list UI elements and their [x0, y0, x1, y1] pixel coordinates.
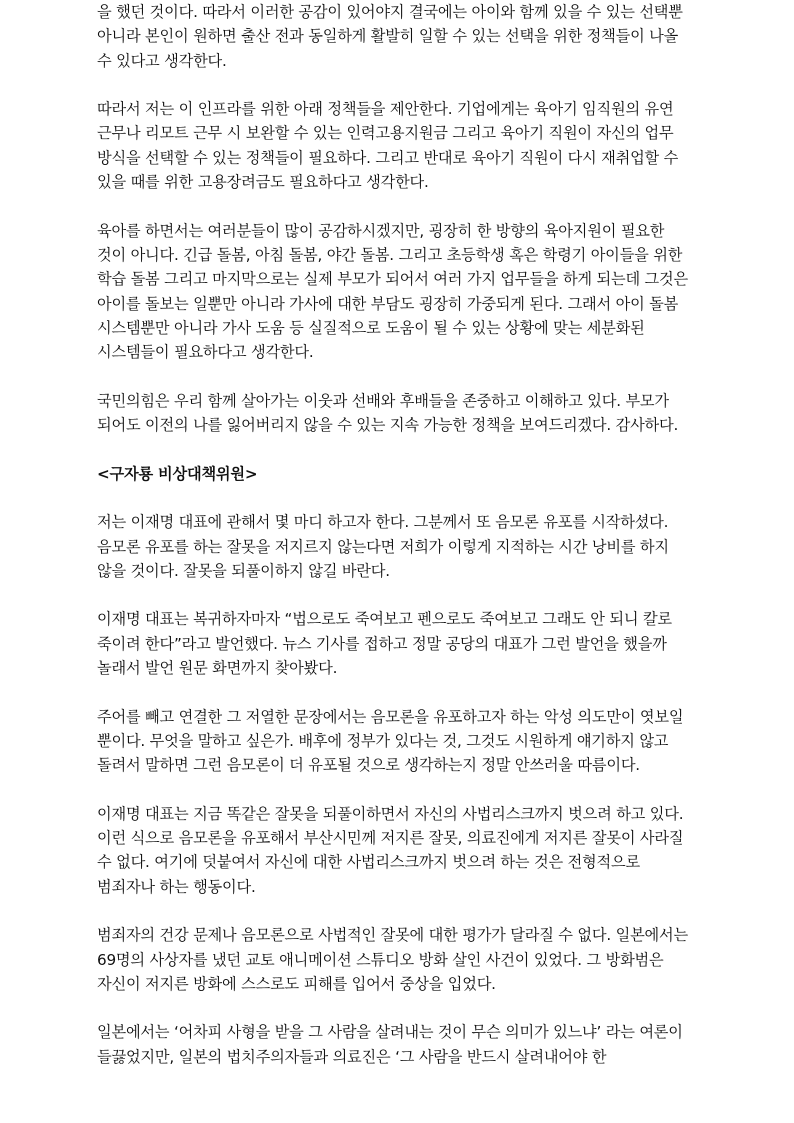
paragraph-policy-proposal: 따라서 저는 이 인프라를 위한 아래 정책들을 제안한다. 기업에게는 육아기 임직원의 유연 근무나 리모트 근무 시 보완할 수 있는 인력고용지원금 그리고 육아기 직원이 자신의 업무 방식을 선택할 수 있는 정책들이 필요하다. 그리고 반대로 육아기 직원이 다시 재취업할 수 있을 때를 위한 고용장려금도 필요하다고 생각한다. [97, 100, 679, 192]
paragraph-childcare-empathy: 을 했던 것이다. 따라서 이러한 공감이 있어야지 결국에는 아이와 함께 있을 수 있는 선택뿐 아니라 본인이 원하면 출산 전과 동일하게 활발히 일할 수 있는 선택을 위한 정책들이 나올 수 있다고 생각한다. [97, 3, 683, 70]
paragraph-conspiracy-intro: 저는 이재명 대표에 관해서 몇 마디 하고자 한다. 그분께서 또 음모론 유포를 시작하셨다. 음모론 유포를 하는 잘못을 저지르지 않는다면 저희가 이렇게 지적하는 시간 낭비를 하지 않을 것이다. 잘못을 되풀이하지 않길 바란다. [97, 513, 669, 580]
paragraph-quote-remark: 이재명 대표는 복귀하자마자 “법으로도 죽여보고 펜으로도 죽여보고 그래도 안 되니 칼로 죽이려 한다”라고 발언했다. 뉴스 기사를 접하고 정말 공당의 대표가 그런 발언을 했을까 놀래서 발언 원문 화면까지 찾아봤다. [97, 610, 672, 678]
paragraph-japan-rule-of-law: 일본에서는 ‘어차피 사형을 받을 그 사람을 살려내는 것이 무슨 의미가 있느냐’ 라는 여론이 들끓었지만, 일본의 법치주의자들과 의료진은 ‘그 사람을 반드시 살려내어야 한 [97, 1023, 683, 1066]
paragraph-malicious-intent: 주어를 빼고 연결한 그 저열한 문장에서는 음모론을 유포하고자 하는 악성 의도만이 엿보일 뿐이다. 무엇을 말하고 싶은가. 배후에 정부가 있다는 것, 그것도 시원하게 얘기하지 않고 돌려서 말하면 그런 음모론이 더 유포될 것으로 생각하는지 정말 안쓰러울 따름이다. [97, 707, 684, 775]
paragraph-legal-risk: 이재명 대표는 지금 똑같은 잘못을 되풀이하면서 자신의 사법리스크까지 벗으려 하고 있다. 이런 식으로 음모론을 유포해서 부산시민께 저지른 잘못, 의료진에게 저지른 잘못이 사라질 수 없다. 여기에 덧붙여서 자신에 대한 사법리스크까지 벗으려 하는 것은 전형적으로 범죄자나 하는 행동이다. [97, 804, 684, 896]
paragraph-closing-remarks: 국민의힘은 우리 함께 살아가는 이웃과 선배와 후배들을 존중하고 이해하고 있다. 부모가 되어도 이전의 나를 잃어버리지 않을 수 있는 지속 가능한 정책을 보여드리겠다. 감사하다. [97, 391, 679, 435]
paragraph-kyoto-case: 범죄자의 건강 문제나 음모론으로 사법적인 잘못에 대한 평가가 달라질 수 없다. 일본에서는 69명의 사상자를 냈던 교토 애니메이션 스튜디오 방화 살인 사건이 있었다. 그 방화범은 자신이 저지른 방화에 스스로도 피해를 입어서 중상을 입었다. [97, 926, 688, 993]
paragraph-care-systems: 육아를 하면서는 여러분들이 많이 공감하시겠지만, 굉장히 한 방향의 육아지원이 필요한 것이 아니다. 긴급 돌봄, 아침 돌봄, 야간 돌봄. 그리고 초등학생 혹은 학령기 아이들을 위한 학습 돌봄 그리고 마지막으로는 실제 부모가 되어서 여러 가지 업무들을 하게 되는데 그것은 아이를 돌보는 일뿐만 아니라 가사에 대한 부담도 굉장히 가중되게 된다. 그래서 아이 돌봄 시스템뿐만 아니라 가사 도움 등 실질적으로 도움이 될 수 있는 상황에 맞는 세분화된 시스템들이 필요하다고 생각한다. [97, 221, 688, 362]
document-page [97, 0, 697, 1093]
speaker-heading: <구자룡 비상대책위원> [97, 464, 258, 483]
